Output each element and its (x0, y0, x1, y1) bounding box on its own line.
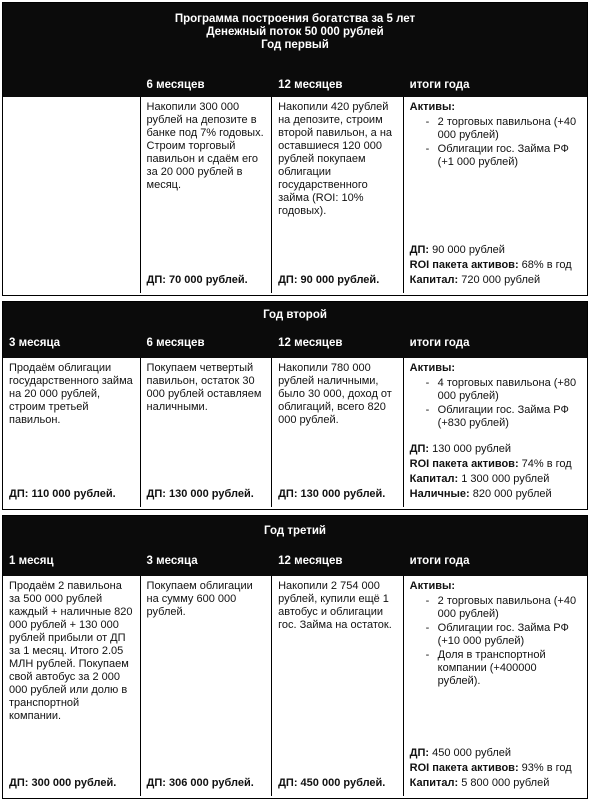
cell-text: Покупаем облигации на сумму 600 000 рублей. (146, 580, 253, 618)
year-three-3-months-cell (141, 576, 273, 796)
year-two-section (2, 301, 588, 510)
summary-roi-label: ROI пакета активов: (409, 458, 519, 470)
col-header-year-summary: итоги года (409, 79, 470, 91)
summary-dp-value: 90 000 рублей (432, 244, 505, 256)
summary-capital-value: 720 000 рублей (461, 274, 541, 286)
summary-roi (410, 259, 581, 272)
year-three-column-headers (3, 546, 587, 576)
assets-list (410, 116, 581, 169)
year-three-section (2, 515, 588, 799)
year-one-column-headers (3, 57, 587, 97)
assets-label: Активы: (409, 580, 456, 592)
cash-flow-total: ДП: 110 000 рублей. (9, 488, 116, 500)
summary-capital-label: Капитал: (409, 777, 459, 789)
cash-flow-total: ДП: 306 000 рублей. (146, 777, 254, 789)
summary-cash-label: Наличные: (409, 488, 470, 500)
asset-item: - Облигации гос. Займа РФ (+1 000 рублей) (425, 143, 569, 168)
assets-label: Активы: (409, 101, 456, 113)
col-header-6-months: 6 месяцев (146, 79, 205, 91)
year-two-3-months-cell (3, 358, 141, 507)
asset-item: - 2 торговых павильона (+40 000 рублей) (425, 595, 577, 620)
year-one-empty-cell (3, 97, 141, 293)
title-line-program: Программа построения богатства за 5 лет (174, 13, 416, 25)
year-summary (410, 745, 581, 790)
col-header-year-summary: итоги года (409, 555, 470, 567)
year-two-6-months-cell (141, 358, 273, 507)
col-header-12-months: 12 месяцев (278, 79, 343, 91)
summary-roi (410, 762, 581, 775)
year-two-column-headers (3, 328, 587, 358)
cash-flow-total: ДП: 450 000 рублей. (278, 777, 386, 789)
year-one-summary-cell (404, 97, 587, 293)
summary-dp-value: 130 000 рублей (432, 443, 512, 455)
summary-dp-label: ДП: (409, 747, 430, 759)
cash-flow-total: ДП: 300 000 рублей. (9, 777, 117, 789)
summary-roi-value: 93% в год (521, 762, 572, 774)
summary-capital-value: 1 300 000 рублей (461, 473, 550, 485)
cell-text: Накопили 300 000 рублей на депозите в банке под 7% годовых. Строим торговый павильон и сдаём его за 20 000 рублей в месяц. (146, 101, 264, 191)
year-two-summary-cell (404, 358, 587, 507)
assets-label: Активы: (409, 362, 456, 374)
year-one-6-months-cell (141, 97, 273, 293)
col-header-12-months: 12 месяцев (278, 555, 343, 567)
summary-dp-label: ДП: (409, 443, 430, 455)
summary-capital (410, 473, 581, 486)
title-line-year-one: Год первый (261, 39, 329, 51)
cell-text: Накопили 420 рублей на депозите, строим второй павильон, а на оставшиеся 120 000 рублей покупаем облигации государственного займа (ROI: 10% годовых). (278, 101, 393, 217)
document-title (3, 3, 587, 57)
cell-text: Продаём облигации государственного займа на 20 000 рублей, строим третьей павильон. (9, 362, 133, 426)
year-three-row (3, 576, 587, 796)
asset-item: - Доля в транспортной компании (+400000 рублей). (425, 649, 546, 687)
summary-cash-value: 820 000 рублей (472, 488, 552, 500)
summary-capital (410, 274, 581, 287)
summary-capital-label: Капитал: (409, 473, 459, 485)
asset-text: Доля в транспортной компании (+400000 рублей). (437, 649, 546, 687)
cash-flow-total: ДП: 70 000 рублей. (146, 274, 248, 286)
summary-dp (410, 244, 581, 257)
asset-text: 2 торговых павильона (+40 000 рублей) (437, 595, 577, 620)
summary-capital-value: 5 800 000 рублей (461, 777, 550, 789)
cash-flow-total: ДП: 130 000 рублей. (278, 488, 386, 500)
year-summary (410, 441, 581, 501)
col-header-12-months: 12 месяцев (278, 337, 343, 349)
summary-roi (410, 458, 581, 471)
cell-text: Накопили 780 000 рублей наличными, было 30 000, доход от облигаций, всего 820 000 рублей. (278, 362, 392, 426)
year-one-row (3, 97, 587, 293)
asset-item: - 2 торговых павильона (+40 000 рублей) (425, 116, 577, 141)
summary-roi-label: ROI пакета активов: (409, 259, 519, 271)
year-three-summary-cell (404, 576, 587, 796)
cash-flow-total: ДП: 130 000 рублей. (146, 488, 254, 500)
col-header-6-months: 6 месяцев (146, 337, 205, 349)
col-header-3-months: 3 месяца (146, 555, 198, 567)
summary-capital (410, 777, 581, 790)
cell-text: Накопили 2 754 000 рублей, купили ещё 1 автобус и облигации гос. Займа на остаток. (278, 580, 392, 631)
summary-dp-value: 450 000 рублей (432, 747, 512, 759)
year-summary (410, 242, 581, 287)
year-two-title: Год второй (3, 302, 587, 328)
summary-roi-label: ROI пакета активов: (409, 762, 519, 774)
summary-dp-label: ДП: (409, 244, 430, 256)
col-header-1-month: 1 месяц (9, 555, 54, 567)
summary-cash (410, 488, 581, 501)
asset-item: - Облигации гос. Займа РФ (+10 000 рублей) (425, 622, 569, 647)
year-two-12-months-cell (272, 358, 404, 507)
assets-list (410, 377, 581, 430)
asset-item: - 4 торговых павильона (+80 000 рублей) (425, 377, 577, 402)
summary-dp (410, 747, 581, 760)
asset-text: Облигации гос. Займа РФ (+830 рублей) (437, 404, 569, 429)
asset-text: Облигации гос. Займа РФ (+1 000 рублей) (437, 143, 569, 168)
summary-dp (410, 443, 581, 456)
cash-flow-total: ДП: 90 000 рублей. (278, 274, 380, 286)
summary-roi-value: 74% в год (521, 458, 572, 470)
summary-capital-label: Капитал: (409, 274, 459, 286)
year-three-12-months-cell (272, 576, 404, 796)
cell-text: Покупаем четвертый павильон, остаток 30 000 рублей оставляем наличными. (146, 362, 262, 413)
asset-text: 4 торговых павильона (+80 000 рублей) (437, 377, 577, 402)
title-line-cashflow: Денежный поток 50 000 рублей (206, 26, 384, 38)
asset-item: - Облигации гос. Займа РФ (+830 рублей) (425, 404, 569, 429)
year-one-12-months-cell (272, 97, 404, 293)
assets-list (410, 595, 581, 688)
col-header-year-summary: итоги года (409, 337, 470, 349)
cell-text: Продаём 2 павильона за 500 000 рублей каждый + наличные 820 000 рублей + 130 000 рублей прибыли от ДП за 1 месяц. Итого 2.05 МЛН рублей. Покупаем свой автобус за 2 000 000 рублей или долю в транспортной компании. (9, 580, 133, 722)
year-two-row (3, 358, 587, 507)
year-three-title: Год третий (3, 516, 587, 546)
asset-text: 2 торговых павильона (+40 000 рублей) (437, 116, 577, 141)
year-three-1-month-cell (3, 576, 141, 796)
asset-text: Облигации гос. Займа РФ (+10 000 рублей) (437, 622, 569, 647)
year-one-section (2, 2, 588, 296)
wealth-program-document (2, 2, 588, 799)
summary-roi-value: 68% в год (521, 259, 572, 271)
col-header-3-months: 3 месяца (9, 337, 61, 349)
